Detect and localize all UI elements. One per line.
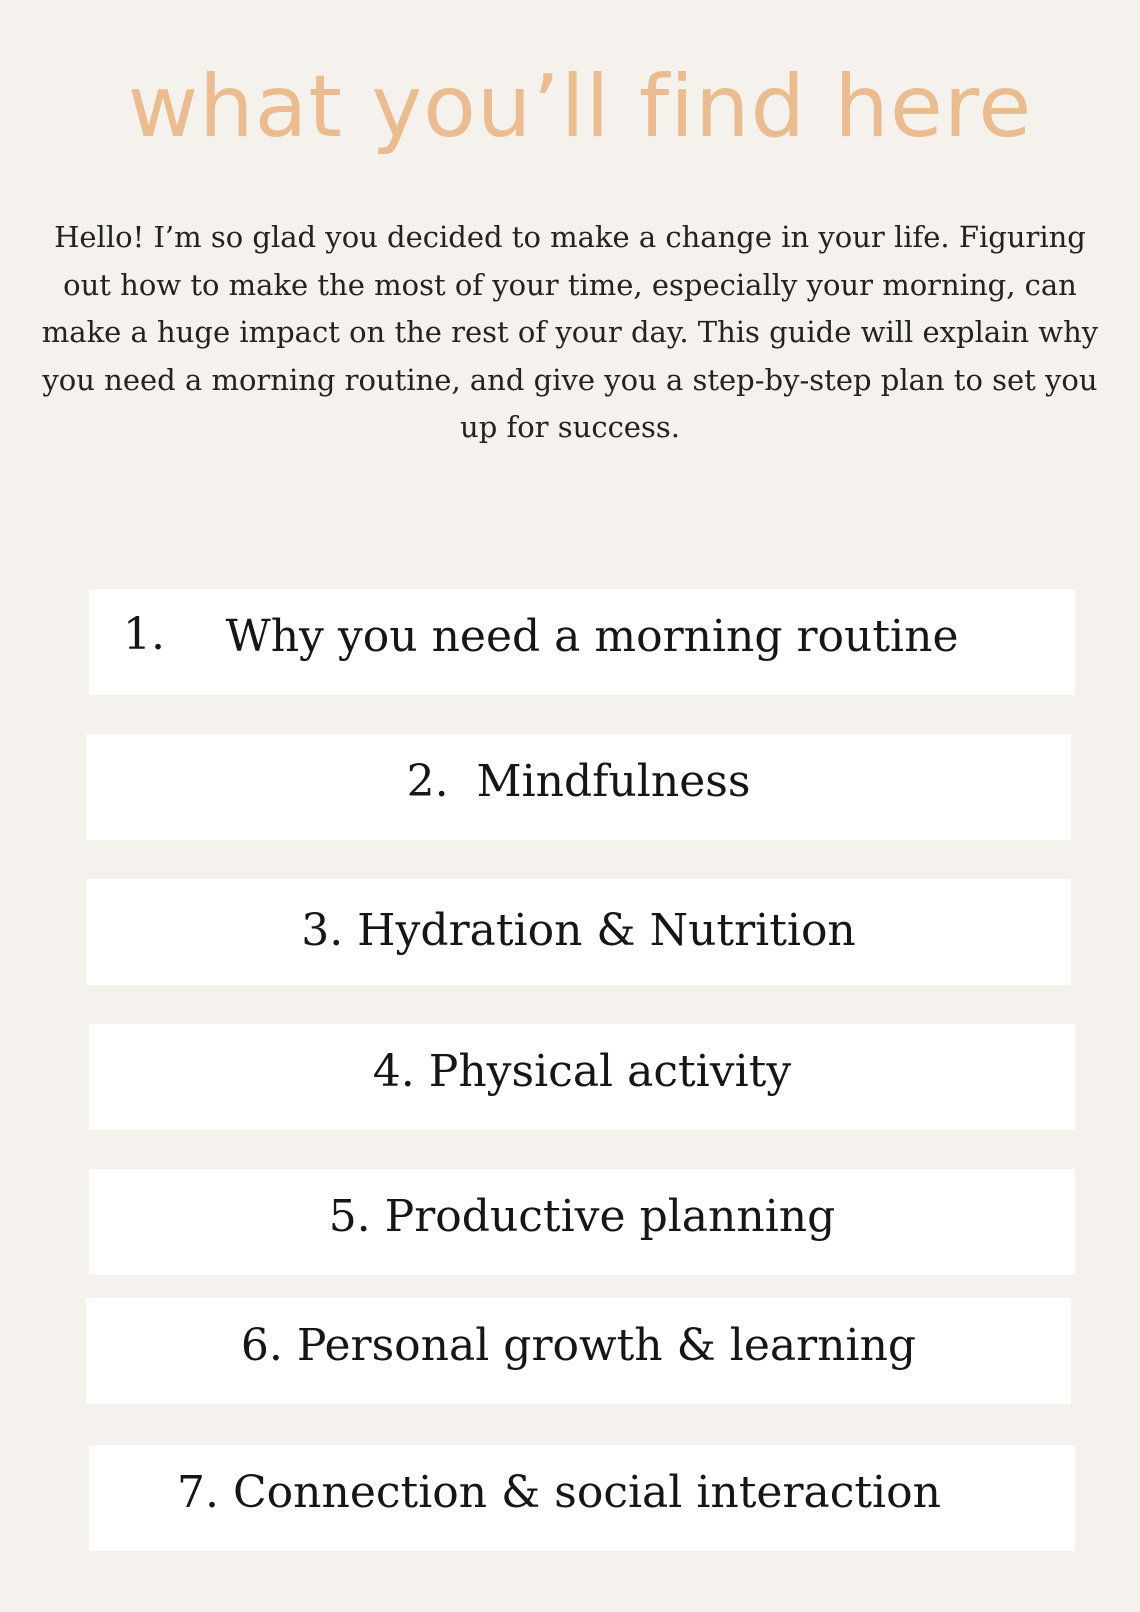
contents-item-2: [86, 734, 1071, 840]
contents-item-4: [89, 1024, 1075, 1130]
contents-item-5-label: 5. Productive planning: [328, 1190, 836, 1242]
contents-item-3-label: 3. Hydration & Nutrition: [301, 904, 856, 956]
intro-paragraph: Hello! I’m so glad you decided to make a change in your life. Figuring out how to make the most of your time, especially your morning, can make a huge impact on the rest of your day. This guide will explain why you need a morning routine, and give you a step-by-step plan to set you up for success.: [41, 220, 1099, 444]
page-title: what you’ll find here: [127, 57, 1033, 157]
contents-item-7: [89, 1445, 1075, 1551]
contents-item-1: [89, 589, 1075, 695]
contents-item-6: [86, 1298, 1071, 1404]
contents-item-7-label: 7. Connection & social interaction: [177, 1466, 941, 1518]
contents-item-2-label: 2. Mindfulness: [406, 755, 751, 807]
contents-item-1-number: 1.: [123, 609, 165, 660]
contents-item-3: [86, 879, 1071, 985]
contents-item-6-label: 6. Personal growth & learning: [240, 1319, 917, 1371]
contents-item-5: [89, 1169, 1075, 1275]
contents-item-4-label: 4. Physical activity: [372, 1045, 792, 1097]
contents-item-1-label: Why you need a morning routine: [225, 610, 959, 662]
